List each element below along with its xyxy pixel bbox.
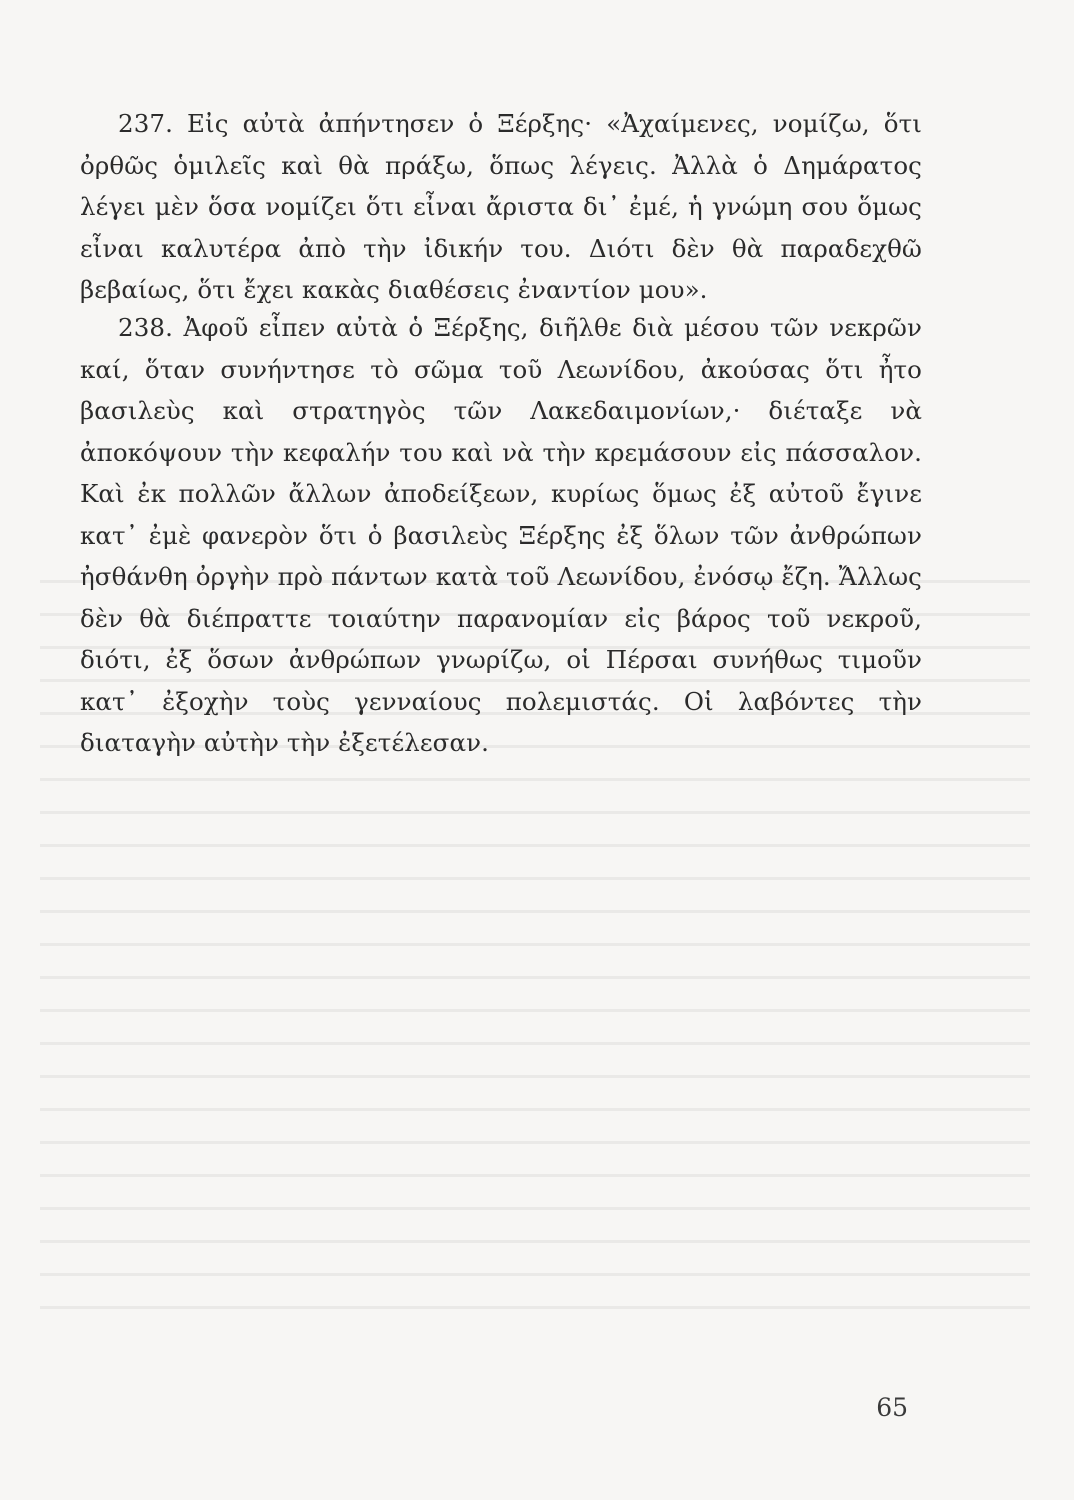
paragraph-238 [80, 307, 922, 764]
paragraph-number: 238. [118, 313, 173, 342]
paragraph-237 [80, 103, 922, 311]
paragraph-text: Εἰς αὐτὰ ἀπήντησεν ὁ Ξέρξης· «Ἀχαίμενες, νομίζω, ὅτι ὀρθῶς ὁμιλεῖς καὶ θὰ πράξω, ὅπως λέγεις. Ἀλλὰ ὁ Δημάρατος λέγει μὲν ὅσα νομίζει ὅτι εἶναι ἄριστα δι᾽ ἐμέ, ἡ γνώμη σου ὅμως εἶναι καλυτέρα ἀπὸ τὴν ἰδικήν του. Διότι δὲν θὰ παραδεχθῶ βεβαίως, ὅτι ἔχει κακὰς διαθέσεις ἐναντίον μου». [80, 109, 922, 304]
page-number: 65 [876, 1393, 908, 1422]
paragraph-number: 237. [118, 109, 173, 138]
paragraph-text: Ἀφοῦ εἶπεν αὐτὰ ὁ Ξέρξης, διῆλθε διὰ μέσου τῶν νεκρῶν καί, ὅταν συνήντησε τὸ σῶμα τοῦ Λεωνίδου, ἀκούσας ὅτι ἦτο βασιλεὺς καὶ στρατηγὸς τῶν Λακεδαιμονίων,· διέταξε νὰ ἀποκόψουν τὴν κεφαλήν του καὶ νὰ τὴν κρεμάσουν εἰς πάσσαλον. Καὶ ἐκ πολλῶν ἄλλων ἀποδείξεων, κυρίως ὅμως ἐξ αὐτοῦ ἔγινε κατ᾽ ἐμὲ φανερὸν ὅτι ὁ βασιλεὺς Ξέρξης ἐξ ὅλων τῶν ἀνθρώπων ἠσθάνθη ὀργὴν πρὸ πάντων κατὰ τοῦ Λεωνίδου, ἐνόσῳ ἔζη. Ἄλλως δὲν θὰ διέπραττε τοιαύτην παρανομίαν εἰς βάρος τοῦ νεκροῦ, διότι, ἐξ ὅσων ἀνθρώπων γνωρίζω, οἱ Πέρσαι συνήθως τιμοῦν κατ᾽ ἐξοχὴν τοὺς γενναίους πολεμιστάς. Οἱ λαβόντες τὴν διαταγὴν αὐτὴν τὴν ἐξετέλεσαν. [80, 313, 922, 757]
